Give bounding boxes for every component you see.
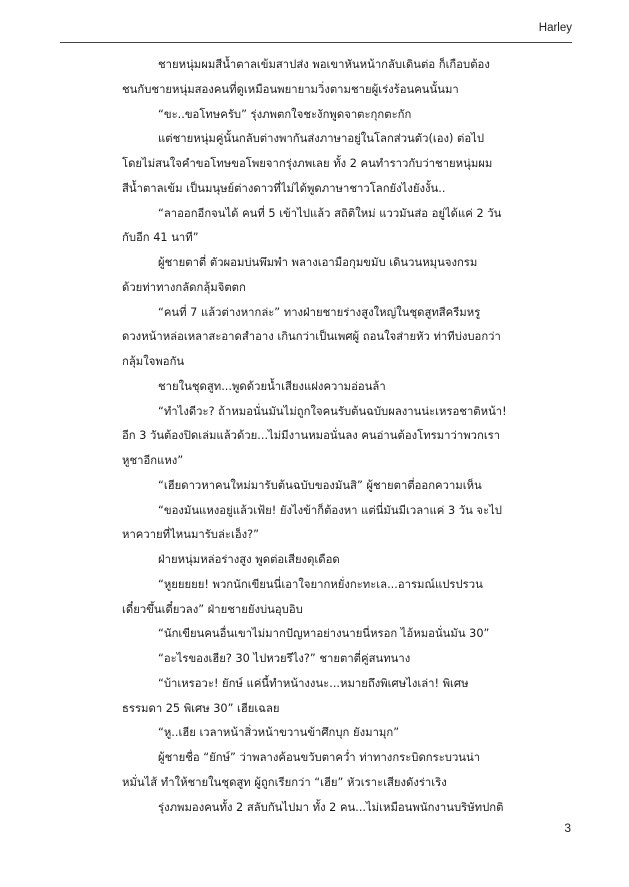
paragraph-line: ดวงหน้าหล่อเหลาสะอาดสำอาง เกินกว่าเป็นเพศผู้ ถอนใจส่ายหัว ท่าทีบ่งบอกว่า bbox=[122, 330, 501, 344]
paragraph-line: “เฮียดาวหาคนใหม่มารับต้นฉบับของมันสิ” ผู้ชายตาตี่ออกความเห็น bbox=[158, 478, 482, 492]
paragraph-line: ผู้ชายชื่อ “ยักษ์” ว่าพลางค้อนขวับตาคว่ำ ท่าทางกระบิดกระบวนน่า bbox=[158, 751, 481, 764]
paragraph bbox=[122, 251, 568, 301]
paragraph bbox=[122, 746, 568, 796]
paragraph-line: ชายในชุดสูท...พูดด้วยน้ำเสียงแฝงความอ่อนล้า bbox=[158, 379, 386, 393]
paragraph-line: หมั่นไส้ ทำให้ชายในชุดสูท ผู้ถูกเรียกว่า “เฮีย” หัวเราะเสียงดังร่าเริง bbox=[122, 775, 447, 789]
paragraph-line: กับอีก 41 นาที” bbox=[122, 231, 199, 245]
paragraph-line: ชนกับชายหนุ่มสองคนที่ดูเหมือนพยายามวิ่งตามชายผู้เร่งร้อนคนนั้นมา bbox=[122, 82, 459, 96]
paragraph bbox=[122, 202, 568, 252]
paragraph-line: “ของมันแหงอยู่แล้วเฟ้ย! ยังไงข้าก็ต้องหา แต่นี่มันมีเวลาแค่ 3 วัน จะไป bbox=[158, 503, 502, 517]
paragraph-line: “อะไรของเฮีย? 30 ไปหวยรึไง?” ชายตาตี่คู่สนทนาง bbox=[158, 652, 411, 665]
paragraph-line: “หูยยยยย! พวกนักเขียนนี่เอาใจยากหยั่งกะทะเล...อารมณ์แปรปรวน bbox=[158, 577, 483, 591]
paragraph-line: แต่ชายหนุ่มคู่นั้นกลับต่างพากันส่งภาษาอยู่ในโลกส่วนตัว(เอง) ต่อไป bbox=[158, 132, 484, 146]
paragraph-line: หูชาอีกแหง” bbox=[122, 454, 184, 467]
paragraph-line: สีน้ำตาลเข้ม เป็นมนุษย์ต่างดาวที่ไม่ได้พูดภาษาชาวโลกยังไงยังงั้น.. bbox=[122, 181, 446, 195]
paragraph bbox=[122, 796, 568, 821]
paragraph bbox=[122, 647, 568, 672]
paragraph bbox=[122, 672, 568, 722]
paragraph-line: ด้วยท่าทางกลัดกลุ้มจิตตก bbox=[122, 280, 246, 294]
running-header-title: Harley bbox=[538, 22, 572, 34]
body-text bbox=[122, 53, 568, 820]
paragraph bbox=[122, 721, 568, 746]
paragraph-line: “ขะ..ขอโทษครับ” รุ่งภพตกใจชะงักพูดจาตะกุกตะกัก bbox=[158, 107, 412, 121]
paragraph bbox=[122, 548, 568, 573]
paragraph bbox=[122, 375, 568, 400]
paragraph-line: หาควายที่ไหนมารับล่ะเอ็ง?” bbox=[122, 528, 259, 542]
paragraph-line: อีก 3 วันต้องปิดเล่มแล้วด้วย...ไม่มีงานหมอนั่นลง คนอ่านต้องโทรมาว่าพวกเรา bbox=[122, 429, 501, 443]
paragraph-line: “คนที่ 7 แล้วต่างหากล่ะ” ทางฝ่ายชายร่างสูงใหญ่ในชุดสูทสีครีมหรู bbox=[158, 305, 481, 319]
paragraph-line: โดยไม่สนใจคำขอโทษขอโพยจากรุ่งภพเลย ทั้ง 2 คนทำราวกับว่าชายหนุ่มผม bbox=[122, 157, 493, 170]
paragraph bbox=[122, 499, 568, 549]
paragraph-line: “หู..เฮีย เวลาหน้าสิ่วหน้าขวานข้าศึกบุก ยังมามุก” bbox=[158, 726, 400, 740]
paragraph-line: กลุ้มใจพอกัน bbox=[122, 355, 185, 368]
paragraph-line: “ทำไงดีวะ? ถ้าหมอนั่นมันไม่ถูกใจคนรับต้นฉบับผลงานน่ะเหรอชาติหน้า! bbox=[158, 404, 507, 418]
paragraph-line: “นักเขียนคนอื่นเขาไม่มากปัญหาอย่างนายนี่หรอก ไอ้หมอนั่นมัน 30” bbox=[158, 627, 490, 641]
paragraph bbox=[122, 127, 568, 201]
paragraph bbox=[122, 474, 568, 499]
paragraph bbox=[122, 53, 568, 103]
paragraph-line: ธรรมดา 25 พิเศษ 30” เฮียเฉลย bbox=[122, 701, 280, 715]
paragraph-line: เดี๋ยวขึ้นเดี๋ยวลง” ฝ่ายชายยังบ่นอุบอิบ bbox=[122, 602, 303, 616]
paragraph bbox=[122, 400, 568, 474]
paragraph-line: รุ่งภพมองคนทั้ง 2 สลับกันไปมา ทั้ง 2 คน...ไม่เหมือนพนักงานบริษัทปกติ bbox=[158, 800, 504, 814]
paragraph bbox=[122, 573, 568, 623]
paragraph-line: ผู้ชายตาตี่ ตัวผอมบ่นพึมพำ พลางเอามือกุมขมับ เดินวนหมุนจงกรม bbox=[158, 256, 478, 269]
paragraph-line: “ลาออกอีกจนได้ คนที่ 5 เข้าไปแล้ว สถิติใหม่ แววมันส่อ อยู่ได้แค่ 2 วัน bbox=[158, 206, 502, 220]
paragraph-line: “บ้าเหรอวะ! ยักษ์ แค่นี้ทำหน้างงนะ...หมายถึงพิเศษไงเล่า! พิเศษ bbox=[158, 676, 469, 690]
paragraph-line: ฝ่ายหนุ่มหล่อร่างสูง พูดต่อเสียงดุเดือด bbox=[158, 553, 340, 566]
paragraph bbox=[122, 301, 568, 375]
paragraph-line: ชายหนุ่มผมสีน้ำตาลเข้มสาปส่ง พอเขาหันหน้ากลับเดินต่อ ก็เกือบต้อง bbox=[158, 58, 490, 71]
paragraph bbox=[122, 103, 568, 128]
page-number: 3 bbox=[564, 821, 571, 835]
paragraph bbox=[122, 622, 568, 647]
header-rule bbox=[60, 42, 572, 43]
